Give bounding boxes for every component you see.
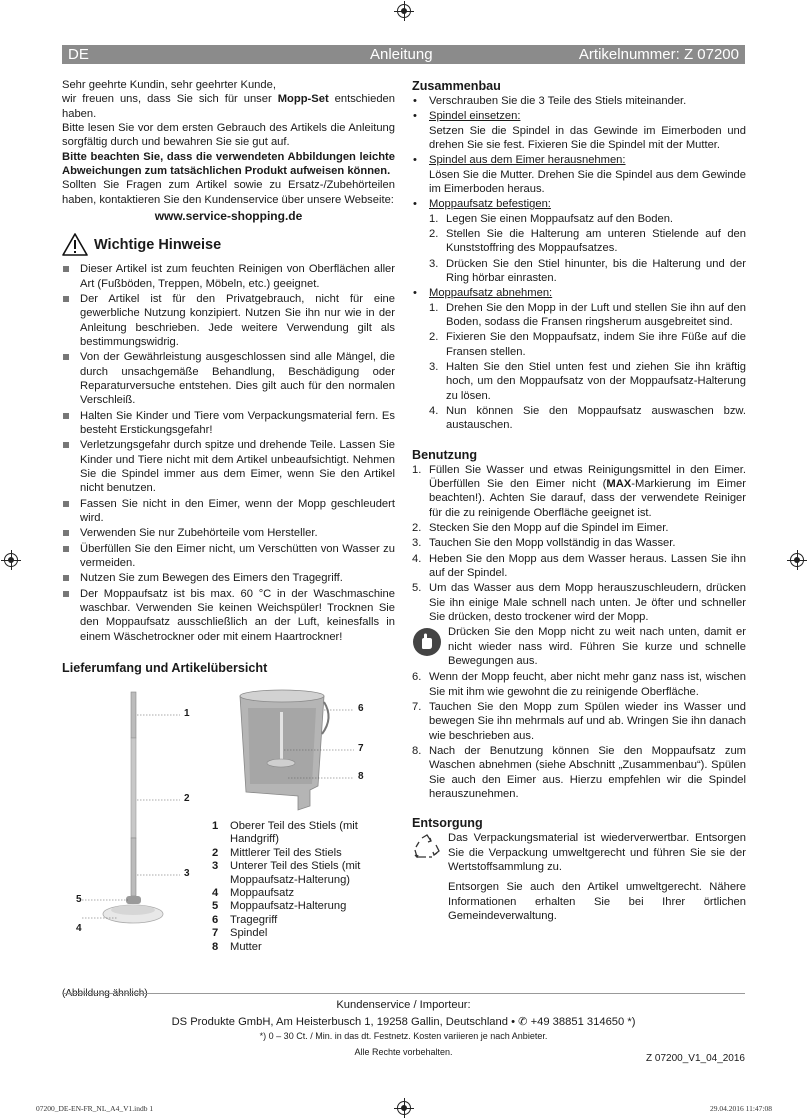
assembly-step: • Spindel einsetzen: Setzen Sie die Spindel in das Gewinde im Eimerboden und drehen Sie sie fest. Fixieren Sie die Spindel mit der Mutter.: [412, 109, 746, 152]
callout-5: 5: [76, 893, 82, 905]
usage-title: Benutzung: [412, 447, 478, 462]
usage-list-continued: [412, 670, 746, 801]
print-slug-file: 07200_DE-EN-FR_NL_A4_V1.indb 1: [36, 1104, 154, 1113]
tip-box: [412, 625, 746, 668]
print-slug-date: 29.04.2016 11:47:08: [709, 1104, 772, 1113]
contact-text: Sollten Sie Fragen zum Artikel sowie zu Ersatz-/Zubehörteilen haben, kontaktieren Sie den Kundenservice über unsere Webseite:: [62, 179, 395, 206]
sub-step: 2. Fixieren Sie den Moppaufsatz, indem Sie ihre Füße auf die Fransen stellen.: [429, 331, 746, 358]
footer-divider: [62, 993, 745, 994]
callout-2: 2: [184, 792, 190, 804]
legend-row: 3 Unterer Teil des Stiels (mit Moppaufsatz-Halterung): [212, 860, 361, 886]
footer-cost-note: *) 0 – 30 Ct. / Min. in das dt. Festnetz. Kosten variieren je nach Anbieter.: [259, 1031, 548, 1041]
legend-row: 4 Moppaufsatz: [212, 886, 295, 899]
image-deviation-notice: Bitte beachten Sie, dass die verwendeten Abbildungen leichte Abweichungen zum tatsächlichen Produkt aufweisen können.: [62, 150, 395, 177]
phone-icon: ✆: [518, 1016, 528, 1028]
disposal-packaging-text: Das Verpackungsmaterial ist wiederverwertbar. Entsorgen Sie die Verpackung umweltgerecht und führen Sie sie der Wertstoffsammlung zu.: [448, 832, 746, 874]
hand-tip-icon: [412, 627, 442, 657]
warning-item: Der Moppaufsatz ist bis max. 60 °C in der Waschmaschine waschbar. Verwenden Sie keinen Weichspüler! Trocknen Sie den Moppaufsatz ausschließlich an der Luft, keinesfalls in einem Wäschetrockner oder mit einem Haartrockner!: [62, 587, 395, 644]
service-url[interactable]: www.service-shopping.de: [154, 208, 303, 223]
usage-list: [412, 463, 746, 625]
callout-3: 3: [184, 867, 190, 879]
callout-8: 8: [358, 770, 364, 782]
footer-rights: Alle Rechte vorbehalten.: [354, 1047, 453, 1057]
sub-step: 4. Nun können Sie den Moppaufsatz auswaschen bzw. austauschen.: [429, 405, 746, 432]
legend-row: 6 Tragegriff: [212, 913, 278, 926]
usage-step: 1. Füllen Sie Wasser und etwas Reinigungsmittel in den Eimer. Überfüllen Sie den Eimer nicht (MAX-Markierung im Eimer beachten!). Achten Sie darauf, dass der verwendete Reiniger für die zu reinigende Oberfläche geeignet ist.: [412, 463, 746, 519]
read-instructions-text: Bitte lesen Sie vor dem ersten Gebrauch des Artikels die Anleitung sorgfältig durch und bewahren Sie sie gut auf.: [62, 121, 395, 149]
product-name: Mopp-Set: [277, 93, 329, 106]
footer-service-label: Kundenservice / Importeur:: [336, 999, 471, 1011]
callout-6: 6: [358, 702, 364, 714]
assembly-list: [412, 94, 746, 433]
warning-item: Fassen Sie nicht in den Eimer, wenn der Mopp geschleudert wird.: [62, 497, 395, 526]
assembly-title: Zusammenbau: [412, 79, 501, 93]
warnings-list: [62, 262, 395, 644]
registration-mark-top: [397, 4, 411, 18]
greeting: Sehr geehrte Kundin, sehr geehrter Kunde,: [62, 79, 276, 91]
assembly-step: • Spindel aus dem Eimer herausnehmen: Lösen Sie die Mutter. Drehen Sie die Spindel aus dem Gewinde im Eimerboden heraus.: [412, 153, 746, 196]
warning-item: Dieser Artikel ist zum feuchten Reinigen von Oberflächen aller Art (Fußböden, Treppen, Möbeln, etc.) geeignet.: [62, 262, 395, 291]
footer-address: DS Produkte GmbH, Am Heisterbusch 1, 19258 Gallin, Deutschland • ✆ +49 38851 314650 *): [171, 1016, 636, 1028]
warning-item: Halten Sie Kinder und Tiere vom Verpackungsmaterial fern. Es besteht Erstickungsgefahr!: [62, 409, 395, 438]
intro-paragraph: wir freuen uns, dass Sie sich für unser Mopp-Set entschieden haben.: [62, 93, 395, 120]
registration-mark-left: [4, 553, 18, 567]
legend-row: 5 Moppaufsatz-Halterung: [212, 900, 347, 913]
disposal-article-text: Entsorgen Sie auch den Artikel umweltgerecht. Nähere Informationen erhalten Sie bei Ihrer örtlichen Gemeindeverwaltung.: [448, 881, 746, 923]
overview-title: Lieferumfang und Artikelübersicht: [62, 660, 268, 675]
left-column: [62, 78, 395, 1001]
usage-step: 6. Wenn der Mopp feucht, aber nicht mehr ganz nass ist, wischen Sie mit ihm wie gewohnt die zu reinigende Oberfläche.: [412, 671, 746, 698]
sub-step: 2. Stellen Sie die Halterung am unteren Stielende auf den Kunststoffring des Moppaufsatzes.: [429, 228, 746, 255]
warning-item: Verletzungsgefahr durch spitze und drehende Teile. Lassen Sie Kinder und Tiere nicht mit dem Artikel unbeaufsichtigt. Nehmen Sie die Spindel immer aus dem Eimer, wenn Sie den Artikel nicht benutzen.: [62, 438, 395, 495]
parts-legend: [212, 820, 392, 954]
warning-item: Verwenden Sie nur Zubehörteile vom Hersteller.: [62, 526, 395, 540]
legend-row: 2 Mittlerer Teil des Stiels: [212, 846, 342, 859]
language-code: DE: [68, 46, 89, 63]
usage-step: 7. Tauchen Sie den Mopp zum Spülen wieder ins Wasser und bewegen Sie ihn mehrmals auf und ab. Wringen Sie ihn danach wie beschrieben aus.: [412, 701, 746, 742]
assembly-step: • Moppaufsatz befestigen: 1. Legen Sie einen Moppaufsatz auf den Boden. 2. Stellen Sie die Halterung am unteren Stielende auf den Kunststoffring des Moppaufsatzes. 3. Drücken Sie den Stiel hinunter, bis die Halterung und der Ring hörbar einrasten.: [412, 197, 746, 285]
usage-step: 5. Um das Wasser aus dem Mopp herauszuschleudern, drücken Sie ihn einige Male schnell nach unten. Je öfter und schneller Sie drücken, desto trockener wird der Mopp.: [412, 582, 746, 624]
warning-item: Überfüllen Sie den Eimer nicht, um Verschütten von Wasser zu vermeiden.: [62, 542, 395, 571]
sub-step: 3. Drücken Sie den Stiel hinunter, bis die Halterung und der Ring hörbar einrasten.: [429, 257, 746, 285]
usage-step: 4. Heben Sie den Mopp aus dem Wasser heraus. Lassen Sie ihn auf der Spindel.: [412, 552, 746, 580]
usage-step: 2. Stecken Sie den Mopp auf die Spindel im Eimer.: [412, 522, 669, 535]
sub-step: 1. Drehen Sie den Mopp in der Luft und stellen Sie ihn auf den Boden, sodass die Fransen ringsherum ausgebreitet sind.: [429, 301, 746, 329]
legend-row: 8 Mutter: [212, 940, 262, 953]
warning-triangle-icon: [62, 233, 88, 256]
callout-1: 1: [184, 707, 190, 719]
sub-step: 1. Legen Sie einen Moppaufsatz auf den Boden.: [429, 212, 674, 225]
article-number: Artikelnummer: Z 07200: [578, 46, 739, 63]
registration-mark-right: [790, 553, 804, 567]
callout-7: 7: [358, 742, 364, 754]
registration-mark-bottom: [397, 1101, 411, 1115]
legend-row: 7 Spindel: [212, 927, 268, 940]
right-column: [412, 78, 746, 923]
assembly-step: • Verschrauben Sie die 3 Teile des Stiels miteinander.: [412, 94, 746, 108]
usage-step: 3. Tauchen Sie den Mopp vollständig in das Wasser.: [412, 537, 676, 550]
tip-text: Drücken Sie den Mopp nicht zu weit nach unten, damit er nicht wieder nass wird. Führen Sie kurze und schnelle Bewegungen aus.: [448, 626, 746, 668]
sub-step: 3. Halten Sie den Stiel unten fest und ziehen Sie ihn kräftig hoch, um den Moppaufsatz von der Moppaufsatz-Halterung zu lösen.: [429, 361, 746, 402]
recycling-icon: [412, 833, 442, 861]
warnings-title: Wichtige Hinweise: [94, 236, 222, 253]
assembly-step: • Moppaufsatz abnehmen: 1. Drehen Sie den Mopp in der Luft und stellen Sie ihn auf den Boden, sodass die Fransen ringsherum ausgebreitet sind. 2. Fixieren Sie den Moppaufsatz, indem Sie ihre Füße auf die Fransen stellen. 3. Halten Sie den Stiel unten fest und ziehen Sie ihn kräftig hoch, um den Moppaufsatz von der Moppaufsatz-Halterung zu lösen. 4. Nun können Sie den Moppaufsatz auswaschen bzw. austauschen.: [412, 286, 746, 432]
disposal-title: Entsorgung: [412, 816, 483, 831]
disposal-block: [412, 831, 746, 923]
header-title: Anleitung: [370, 46, 433, 63]
phone-number: +49 38851 314650 *): [530, 1016, 636, 1028]
product-figure: [62, 688, 395, 953]
document-code: Z 07200_V1_04_2016: [646, 1053, 745, 1064]
warning-item: Von der Gewährleistung ausgeschlossen sind alle Mängel, die durch unsachgemäße Behandlung, Beschädigung oder Reparaturversuche entstehen. Dies gilt auch für den normalen Verschleiß.: [62, 350, 395, 407]
usage-step: 8. Nach der Benutzung können Sie den Moppaufsatz zum Waschen abnehmen (siehe Abschnitt „Zusammenbau“). Spülen Sie auch den Eimer aus. Hierzu empfehlen wir die Spindel herauszunehmen.: [412, 745, 746, 800]
warning-item: Der Artikel ist für den Privatgebrauch, nicht für eine gewerbliche Nutzung konzipiert. Nutzen Sie ihn nur wie in der Anleitung beschrieben. Jede weitere Verwendung gilt als bestimmungswidrig.: [62, 292, 395, 349]
warnings-heading: [62, 233, 395, 256]
legend-row: 1 Oberer Teil des Stiels (mit Handgriff): [212, 819, 358, 846]
callout-4: 4: [76, 922, 82, 934]
warning-item: Nutzen Sie zum Bewegen des Eimers den Tragegriff.: [62, 571, 395, 585]
header-bar: [62, 45, 745, 64]
